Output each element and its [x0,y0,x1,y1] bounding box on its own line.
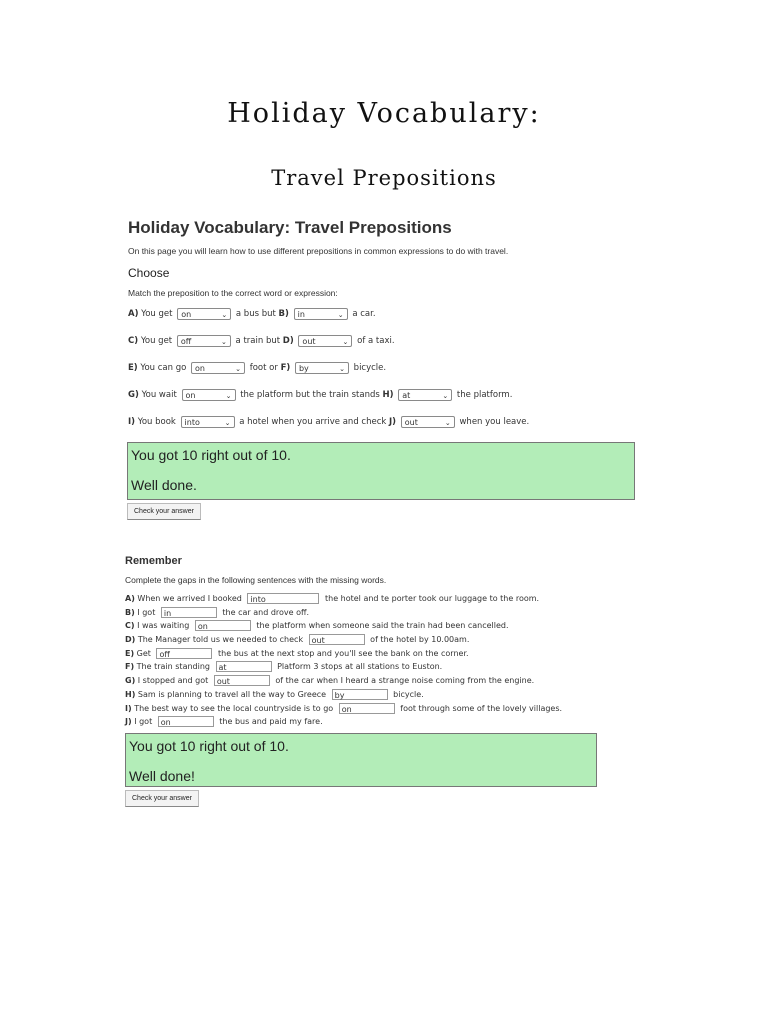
question-label: G) [128,390,139,400]
sentence-label: D) [125,635,136,645]
dropdown-value: in [297,309,305,319]
choose-section-title: Choose [128,266,170,280]
question-text: the platform. [456,390,513,400]
gap-sentence [125,702,602,716]
answer-dropdown[interactable] [181,416,235,428]
gap-sentence [125,619,602,633]
sentence-text: I got [134,717,153,727]
question-text: You get [141,309,173,319]
answer-dropdown[interactable] [182,389,236,401]
page-subtitle: Travel Prepositions [271,166,497,190]
sentence-text: Platform 3 stops at all stations to Euston. [277,662,443,672]
answer-dropdown[interactable] [294,308,348,320]
result-box [127,442,635,500]
sentence-label: G) [125,676,136,686]
chevron-down-icon: ⌄ [337,310,344,319]
question-text: of a taxi. [357,336,395,346]
answer-dropdown[interactable] [295,362,349,374]
answer-dropdown[interactable] [191,362,245,374]
gap-sentence [125,592,602,606]
question-text: bicycle. [353,363,387,373]
dropdown-value: on [195,363,205,373]
sentence-text: the bus and paid my fare. [219,717,323,727]
sentence-label: I) [125,703,132,713]
remember-exercise [120,555,602,807]
sentence-text: When we arrived I booked [137,594,242,603]
question-label: D) [282,336,294,346]
result-box [125,733,597,787]
dropdown-value: out [302,336,316,346]
answer-dropdown[interactable] [177,335,231,347]
dropdown-value: on [181,309,192,319]
chevron-down-icon: ⌄ [342,337,349,346]
sentence-text: bicycle. [393,689,424,699]
question-row [128,334,638,349]
question-text: a car. [352,309,376,319]
question-text: You wait [141,390,177,400]
gap-sentence [125,606,602,620]
gap-input[interactable]: on [195,620,251,631]
answer-dropdown[interactable] [177,308,231,320]
dropdown-value: on [185,390,196,400]
question-text: foot or [249,363,278,373]
gap-input[interactable]: at [216,661,272,672]
gap-sentence [125,674,602,688]
answer-dropdown[interactable] [401,416,455,428]
question-label: C) [128,336,139,346]
sentence-text: the car and drove off. [222,607,310,617]
question-text: You can go [140,363,187,373]
sentence-label: A) [125,594,135,603]
dropdown-value: by [298,363,309,373]
question-text: You book [137,417,176,427]
page-title: Holiday Vocabulary: [227,98,541,129]
answer-dropdown[interactable] [298,335,352,347]
sentence-text: The best way to see the local countryside is to go [134,703,334,713]
gap-input[interactable]: in [161,607,217,618]
sentence-text: Sam is planning to travel all the way to Greece [137,689,327,699]
sentence-label: J) [125,717,132,727]
answer-dropdown[interactable] [398,389,452,401]
dropdown-value: at [402,390,411,400]
sentence-text: of the hotel by 10.00am. [370,635,470,645]
chevron-down-icon: ⌄ [339,364,345,373]
sentence-label: F) [125,662,135,672]
gap-input[interactable]: by [332,689,388,700]
question-label: F) [280,363,291,373]
gap-sentence [125,633,602,647]
chevron-down-icon: ⌄ [225,391,232,400]
question-row [128,307,638,322]
gap-input[interactable]: out [309,634,365,645]
sentence-text: The Manager told us we needed to check [137,635,304,645]
chevron-down-icon: ⌄ [221,310,228,319]
sentence-text: I was waiting [137,621,190,631]
gap-input[interactable]: off [156,648,212,659]
sentence-label: H) [125,689,136,699]
question-text: a bus but [235,309,276,319]
question-text: the platform but the train stands [240,390,380,400]
sentence-text: The train standing [136,662,210,672]
result-message: Well done. [131,477,197,493]
sentence-label: C) [125,621,135,631]
chevron-down-icon: ⌄ [442,391,449,400]
gap-input[interactable]: into [247,593,319,604]
question-label: J) [389,417,397,427]
remember-instruction: Complete the gaps in the following sentences with the missing words. [125,575,387,585]
question-label: E) [128,363,138,373]
result-score: You got 10 right out of 10. [129,737,289,754]
sentence-text: I stopped and got [137,676,209,686]
question-text: when you leave. [459,417,530,427]
result-message: Well done! [129,767,195,784]
question-text: a hotel when you arrive and check [239,417,387,427]
remember-section-title: Remember [125,555,182,567]
sentence-label: B) [125,607,135,617]
question-label: I) [128,417,136,427]
chevron-down-icon: ⌄ [235,364,242,373]
sentence-text: the platform when someone said the train had been cancelled. [256,621,509,631]
exercise-intro: On this page you will learn how to use different prepositions in common expressions to do with travel. [128,246,509,256]
choose-exercise [120,210,638,520]
sentence-text: I got [137,607,156,617]
sentence-text: the hotel and te porter took our luggage to the room. [324,594,540,603]
gap-sentence [125,715,602,729]
sentence-text: Get [136,648,151,658]
chevron-down-icon: ⌄ [220,337,227,346]
sentence-label: E) [125,648,135,658]
dropdown-value: off [180,336,192,346]
gap-input[interactable]: on [158,716,214,727]
chevron-down-icon: ⌄ [224,418,231,427]
gap-input[interactable]: out [214,675,270,686]
question-text: You get [140,336,173,346]
chevron-down-icon: ⌄ [444,418,451,427]
exercise-heading: Holiday Vocabulary: Travel Prepositions [128,218,452,237]
dropdown-value: out [404,417,418,427]
question-row [128,415,638,430]
dropdown-value: into [184,417,200,427]
gap-sentence [125,688,602,702]
sentence-text: the bus at the next stop and you'll see the bank on the corner. [218,648,469,658]
sentence-text: of the car when I heard a strange noise coming from the engine. [275,676,535,686]
choose-instruction: Match the preposition to the correct word or expression: [128,288,338,298]
check-answer-button[interactable]: Check your answer [127,503,201,520]
question-label: B) [278,309,289,319]
result-score: You got 10 right out of 10. [131,447,291,463]
question-row [128,388,638,403]
gap-sentence [125,647,602,661]
question-text: a train but [235,336,281,346]
question-label: H) [382,390,394,400]
question-label: A) [128,309,139,319]
question-row [128,361,638,376]
gap-input[interactable]: on [339,703,395,714]
gap-sentence [125,660,602,674]
sentence-text: foot through some of the lovely villages. [400,703,563,713]
check-answer-button[interactable]: Check your answer [125,790,199,807]
